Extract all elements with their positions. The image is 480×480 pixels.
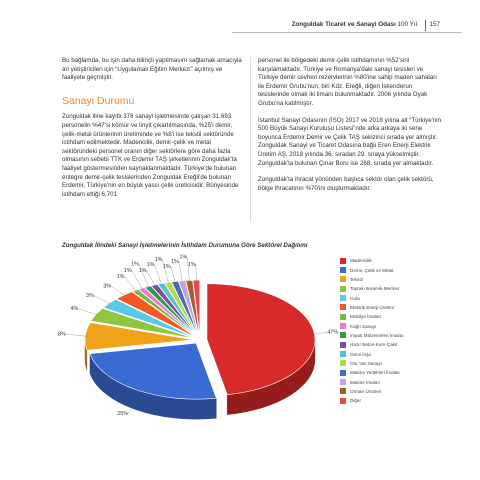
legend-label: Gıda <box>350 295 360 301</box>
legend-item <box>340 387 460 396</box>
legend-label: İnşaat Malzemeleri İmalatı <box>350 332 404 338</box>
pie-label-12: 1% <box>162 263 171 270</box>
legend-swatch <box>340 304 346 310</box>
legend-item <box>340 377 460 386</box>
pie-leader-line-2 <box>66 334 88 336</box>
legend-item <box>340 359 460 368</box>
pie-label-1: 25% <box>117 411 129 418</box>
chart-legend <box>340 256 460 406</box>
legend-label: Diğer <box>350 398 361 404</box>
legend-item <box>340 340 460 349</box>
body-paragraph: Zonguldak iline kayıtlı 378 sanayi işletmesinde çalışan 31.693 personelin %47'si kömür ve linyit çıkartılmasında, %25'i demir, çelik-metal ürünlerinin üretiminde ve %8'i ise tekstil sektöründe istihdam edilmektedir. Madencilik, demir-çelik ve metal sektöründeki personel oranın diğer sektörlere göre daha fazla olmasının sebebi TTK ve Erdemir TAŞ şirketlerinin Zonguldak'ta faaliyet göstermesinden kaynaklanmaktadır. Türkiye'de bulunan entegre demir-çelik tesislerinden Zonguldak Ereğli'de bulunan Erdemir, Türkiye'nin en büyük yassı çelik üreticisidir. Bünyesinde istihdam ettiği 6.701 <box>62 113 239 198</box>
pie-label-3: 4% <box>70 306 79 313</box>
legend-swatch <box>340 276 346 282</box>
legend-item <box>340 349 460 358</box>
legend-swatch <box>340 342 346 348</box>
pie-label-9: 1% <box>138 267 147 274</box>
pie-label-4: 3% <box>85 293 94 300</box>
legend-swatch <box>340 388 346 394</box>
pie-leader-line-14 <box>187 257 189 282</box>
legend-label: Gemi İnşa <box>350 351 371 357</box>
column-divider <box>250 57 251 222</box>
pie-leader-line-12 <box>171 266 176 282</box>
pie-label-5: 3% <box>103 283 112 290</box>
legend-label: Elektrik Enerji Üretimi <box>350 304 394 310</box>
legend-swatch <box>340 323 346 329</box>
legend-swatch <box>340 332 346 338</box>
legend-label: Kağıt Sanayi <box>350 323 377 329</box>
legend-label: Demir, Çelik ve Metal <box>350 267 394 273</box>
right-paragraph-3: Zonguldak'ta ihracat yönünden başlıca sektör olan çelik sektörü, bölge ihracatının %70'ini oluşturmaktadır. <box>258 176 434 192</box>
legend-item <box>340 396 460 405</box>
pie-label-6: 1% <box>116 274 125 281</box>
pie-label-10: 1% <box>146 262 155 269</box>
running-header-title-rest: 100 Yıl <box>397 21 417 28</box>
pie-label-7: 1% <box>123 267 132 274</box>
legend-swatch <box>340 370 346 376</box>
legend-label: Orman Ürünleri <box>350 388 382 394</box>
pie-leader-line-13 <box>179 261 182 282</box>
header-separator <box>425 20 426 31</box>
pie-label-14: 1% <box>179 254 188 261</box>
legend-label: Tekstil <box>350 276 363 282</box>
left-column <box>62 57 244 207</box>
right-paragraph-1: personel ile bölgedeki demir-çelik istihdamının %52'sini karşılamaktadır. Türkiye ve Romanya'daki sanayi tesisleri ve Türkiye demir cevheri rezervlerinin %80'ine sahip maden sahaları ile Erdemir Grubu'nun; biri Kdz. Ereğli, diğeri İskenderun tesislerinde olmak iki limanı bulunmaktadır. 2006 yılında Oyak Grubu'na katılmıştır. <box>258 57 437 107</box>
pie-leader-line-9 <box>147 270 156 286</box>
pie-label-2: 8% <box>58 331 66 338</box>
pie-leader-line-3 <box>78 309 98 315</box>
legend-item <box>340 284 460 293</box>
legend-swatch <box>340 398 346 404</box>
right-column <box>258 57 444 201</box>
legend-item <box>340 293 460 302</box>
legend-item <box>340 312 460 321</box>
legend-item <box>340 275 460 284</box>
legend-item <box>340 303 460 312</box>
legend-item <box>340 331 460 340</box>
legend-item <box>340 321 460 330</box>
legend-item <box>340 265 460 274</box>
pie-leader-line-15 <box>196 265 197 282</box>
pie-leader-line-6 <box>124 277 136 292</box>
legend-label: Mobilya İmalatı <box>350 314 381 320</box>
running-header-title-bold: Zonguldak Ticaret ve Sanayi Odası <box>291 21 396 28</box>
header-rule <box>232 32 462 33</box>
section-heading: Sanayi Durumu <box>62 94 135 107</box>
page-number: 157 <box>429 21 440 28</box>
right-paragraph-2: İstanbul Sanayi Odasının (İSO) 2017 ve 2018 yılına ait “Türkiye'nin 500 Büyük Sanayi Kuruluşu Listesi”nde arka arkaya iki sene boyunca Erdemir Demir ve Çelik TAŞ sekizinci sırada yer almıştır. Zonguldak Sanayi ve Ticaret Odasına bağlı Eren Enerji Elektrik Üretim AŞ, 2018 yılında 36. sıradan 29. sıraya yükselmiştir. Zonguldak'ta bulunan Çınar Boru ise 268. sırada yer almaktadır. <box>258 116 442 167</box>
legend-item <box>340 368 460 377</box>
pie-leader-line-5 <box>111 286 125 296</box>
legend-swatch <box>340 295 346 301</box>
pie-chart <box>0 250 339 460</box>
legend-label: Makine İmalatı <box>350 379 380 385</box>
pie-leader-line-10 <box>154 265 161 285</box>
pie-label-15: 1% <box>187 262 196 269</box>
legend-swatch <box>340 360 346 366</box>
legend-label: Toprak-Seramik-Mermer <box>350 286 400 292</box>
running-header-title <box>292 21 417 28</box>
pie-label-0: 47% <box>327 329 339 336</box>
legend-label: Madencilik <box>350 258 372 264</box>
legend-item <box>340 256 460 265</box>
legend-label: Hazır Beton-Kum-Çakıl <box>350 342 398 348</box>
pie-label-13: 1% <box>171 258 179 265</box>
legend-label: Oto Yan Sanayi <box>350 360 382 366</box>
legend-swatch <box>340 258 346 264</box>
legend-swatch <box>340 267 346 273</box>
pie-leader-line-4 <box>94 296 111 304</box>
page-header <box>232 20 462 34</box>
legend-label: Makina Yedekleri İmalatı <box>350 370 400 376</box>
legend-swatch <box>340 314 346 320</box>
intro-paragraph: Bu bağlamda, bu işin daha bilinçli yapılmasını sağlamak amacıyla ari yetiştiricileri için “Uygulamalı Eğitim Merkezi” açılmış ve faaliyete geçmiştir. <box>62 57 242 82</box>
pie-label-11: 1% <box>154 256 163 263</box>
pie-label-8: 1% <box>131 261 139 268</box>
chart-title: Zonguldak İlindeki Sanayi İşletmelerinin İstihdam Durumuna Göre Sektörel Dağılımı <box>62 242 308 249</box>
legend-swatch <box>340 351 346 357</box>
legend-swatch <box>340 379 346 385</box>
pie-leader-line-0 <box>312 332 327 334</box>
legend-swatch <box>340 286 346 292</box>
